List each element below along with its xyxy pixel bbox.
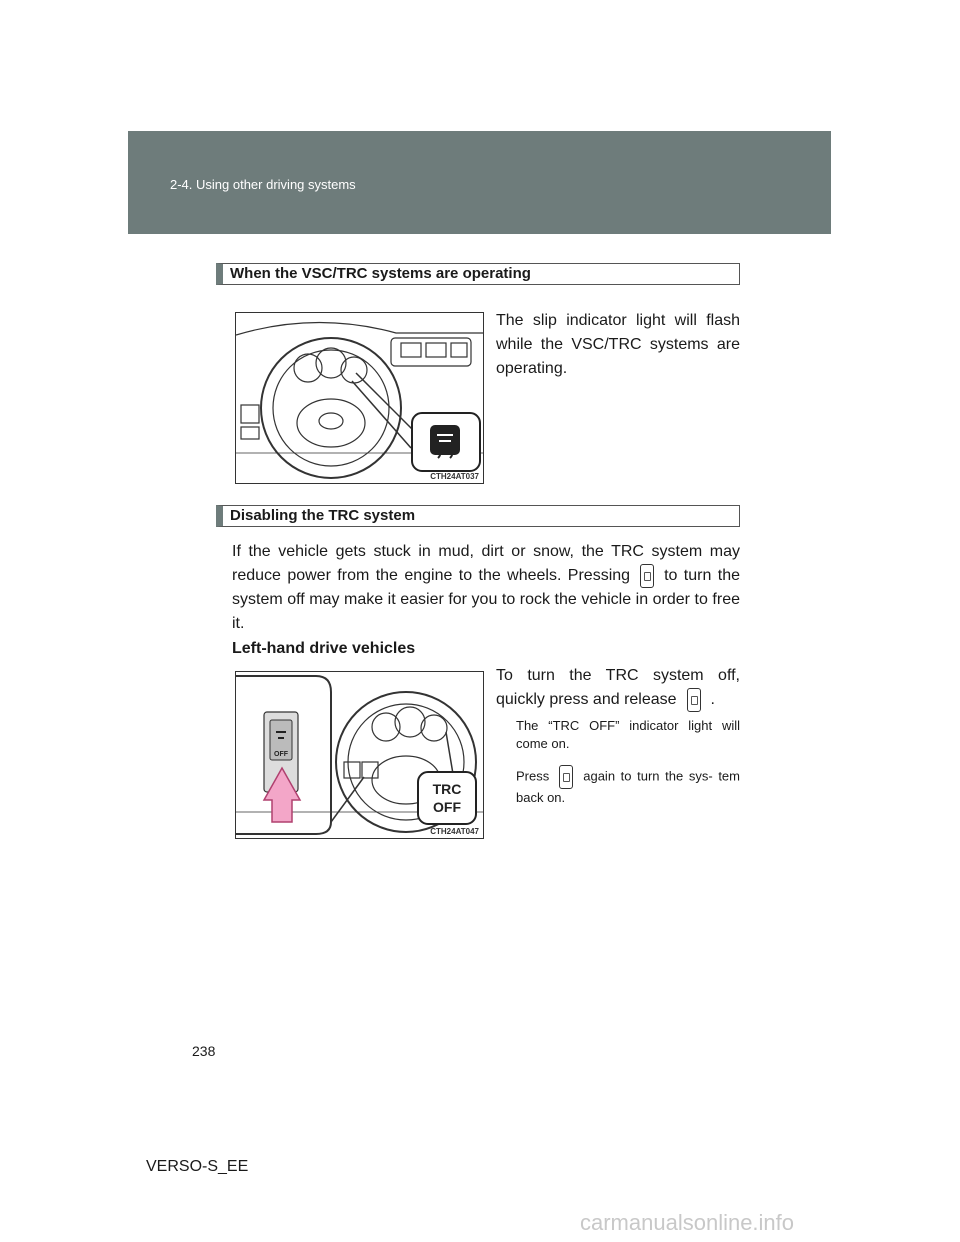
- instruction-part2: .: [710, 691, 715, 709]
- dashboard-illustration: [235, 312, 484, 484]
- callout-off-label: OFF: [433, 799, 461, 815]
- switch-off-label: OFF: [274, 751, 288, 758]
- disabling-trc-heading: Disabling the TRC system: [216, 505, 740, 527]
- body-text-part1: If the vehicle gets stuck in mud, dirt or snow, the TRC system may reduce power from the engine to the wheels. Pressing: [232, 543, 740, 585]
- trc-off-switch-icon: [687, 688, 701, 712]
- trc-off-indicator-callout: [418, 772, 476, 824]
- trc-off-switch-icon: [640, 564, 654, 588]
- slip-indicator-text: The slip indicator light will flash while the VSC/TRC systems are operating.: [496, 312, 740, 377]
- footer-model-code: VERSO-S_EE: [146, 1158, 249, 1175]
- indicator-note: The “TRC OFF” indicator light will come on.: [516, 718, 740, 751]
- dashboard-drawing: [236, 313, 483, 483]
- watermark: carmanualsonline.info: [580, 1210, 795, 1235]
- section-title: 2-4. Using other driving systems: [170, 177, 356, 192]
- note2-part1: Press: [516, 768, 550, 784]
- trc-off-switch-button: [270, 720, 292, 760]
- turn-back-on-note: [516, 765, 740, 807]
- body-text-part2: to turn the system off may make it easier for you to rock the vehicle in order to free it.: [232, 567, 741, 633]
- header-band: [128, 131, 831, 234]
- trc-off-switch-icon: [559, 765, 573, 789]
- callout-trc-label: TRC: [432, 781, 462, 797]
- note2-part2: again to turn the sys- tem back on.: [516, 768, 740, 805]
- figure-id: CTH24AT047: [430, 827, 479, 836]
- trc-switch-illustration: [235, 671, 484, 839]
- instruction-part1: To turn the TRC system off, quickly press and release: [496, 667, 740, 709]
- left-hand-drive-subheading: Left-hand drive vehicles: [232, 640, 416, 657]
- figure-id: CTH24AT037: [430, 472, 479, 481]
- trc-switch-drawing: [236, 672, 483, 838]
- slip-indicator-callout: [412, 413, 480, 471]
- trc-off-instruction: [496, 664, 740, 712]
- disabling-trc-body: [232, 540, 740, 636]
- vsc-trc-heading: When the VSC/TRC systems are operating: [216, 263, 740, 285]
- page-number: 238: [192, 1043, 216, 1059]
